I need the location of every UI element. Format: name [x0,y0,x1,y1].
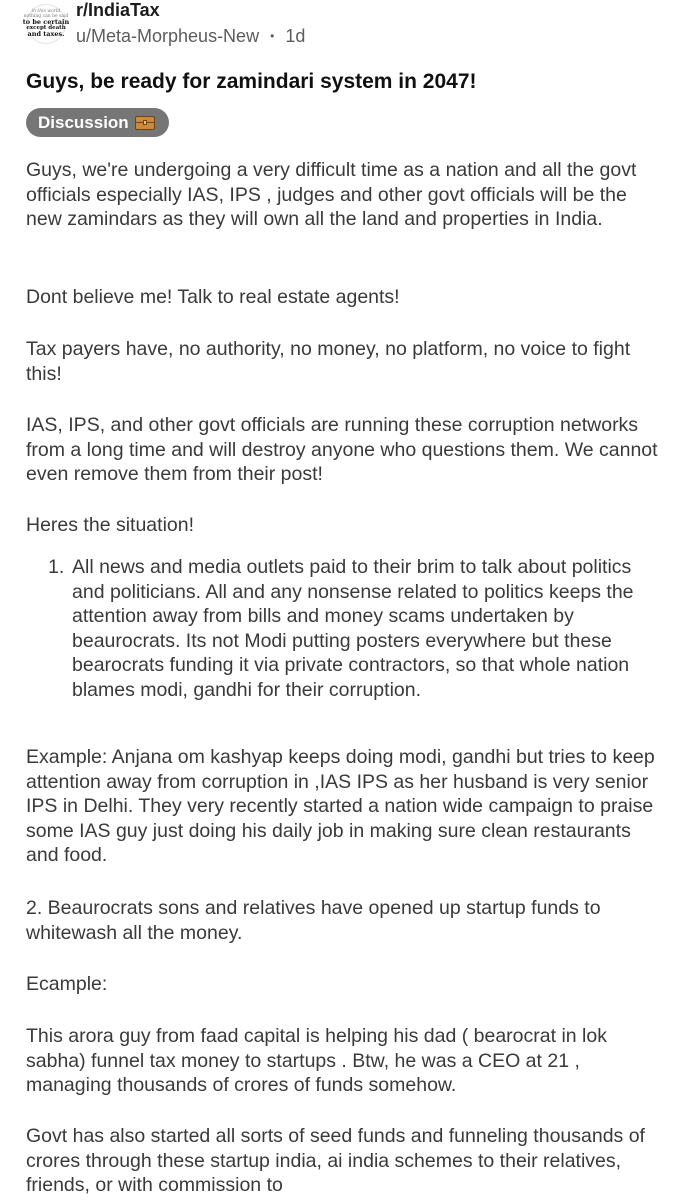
avatar-text-line: and taxes. [27,30,65,39]
post-title: Guys, be ready for zamindari system in 2047! [26,70,477,93]
post-paragraph: Dont believe me! Talk to real estate agents! [26,286,400,308]
post-paragraph: IAS, IPS, and other govt officials are running these corruption networks from a long time and will destroy anyone who questions them. We cannot even remove them from their post! [26,414,658,485]
list-item-number: 1. [48,556,65,578]
post-paragraph: 2. Beaurocrats sons and relatives have opened up startup funds to whitewash all the money. [26,897,601,944]
subreddit-name[interactable]: r/IndiaTax [76,0,160,20]
post-paragraph: Example: Anjana om kashyap keeps doing modi, gandhi but tries to keep attention away from corruption in ,IAS IPS as her husband is very senior IPS in Delhi. They very recently started a nation wide campaign to praise some IAS guy just doing his daily job in making sure clean restaurants and food. [26,746,655,866]
post-paragraph: Govt has also started all sorts of seed funds and funneling thousands of crores through these startup india, ai india schemes to their relatives, friends, or with commission to [26,1125,645,1196]
post-flair[interactable] [26,108,169,137]
post-age: 1d [285,26,306,46]
flair-label: Discussion [38,112,129,132]
post-paragraph: Tax payers have, no authority, no money, no platform, no voice to fight this! [26,338,631,385]
meta-separator: • [270,29,275,43]
post-meta [76,26,305,47]
post-paragraph: Ecample: [26,973,108,995]
treasure-chest-icon [135,116,155,130]
avatar-text-line: nothing can be said [23,13,69,19]
author-name[interactable]: u/Meta-Morpheus-New [76,26,260,46]
avatar-text-line: to be certain [22,18,70,27]
post-header [0,0,682,52]
avatar-text-line: except death [26,24,66,31]
subreddit-avatar[interactable] [22,4,70,44]
post-paragraph: This arora guy from faad capital is helping his dad ( bearocrat in lok sabha) funnel tax money to startups . Btw, he was a CEO at 21 , managing thousands of crores of funds somehow. [26,1025,607,1096]
list-item-text: All news and media outlets paid to their brim to talk about politics and politicians. All and any nonsense related to politics keeps the attention away from bills and money scams undertaken by beaurocrats. Its not Modi putting posters everywhere but these bearocrats funding it via private contractors, so that whole nation blames modi, gandhi for their corruption. [72,556,634,701]
post-paragraph: Heres the situation! [26,514,195,536]
post-paragraph: Guys, we're undergoing a very difficult time as a nation and all the govt officials especially IAS, IPS , judges and other govt officials will be the new zamindars as they will own all the land and properties in India. [26,159,637,230]
avatar-text-line: in this world [31,9,61,15]
